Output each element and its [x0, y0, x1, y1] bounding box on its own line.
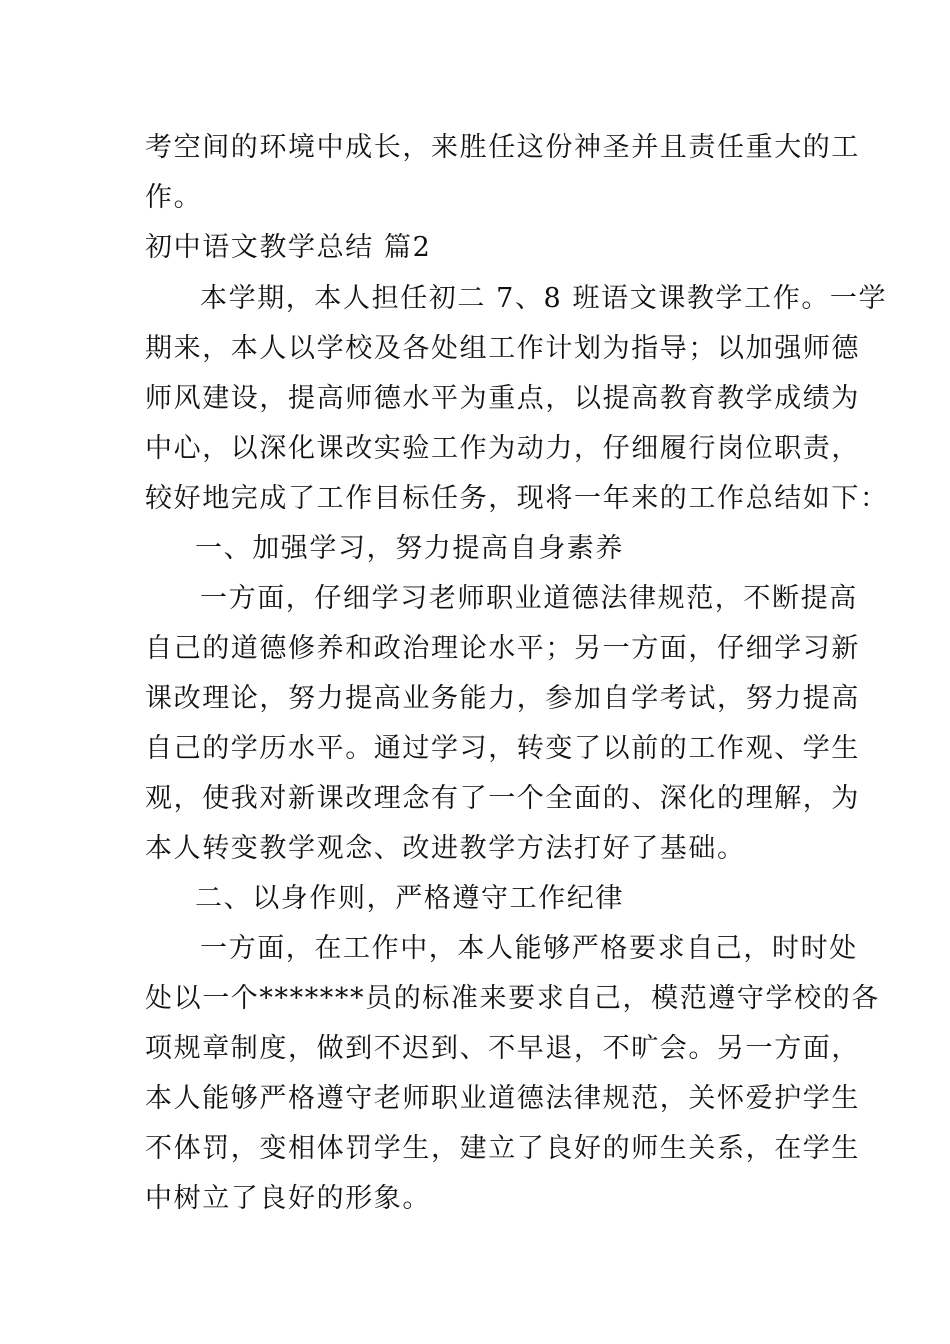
paragraph-line: 本人能够严格遵守老师职业道德法律规范，关怀爱护学生 [145, 1083, 860, 1114]
paragraph-line: 观，使我对新课改理念有了一个全面的、深化的理解，为 [145, 783, 860, 814]
paragraph-line: 项规章制度，做到不迟到、不早退，不旷会。另一方面， [145, 1033, 860, 1064]
paragraph-line: 本人转变教学观念、改进教学方法打好了基础。 [145, 833, 746, 864]
section-title: 初中语文教学总结 篇2 [145, 232, 432, 263]
paragraph-line: 不体罚，变相体罚学生，建立了良好的师生关系，在学生 [145, 1133, 860, 1164]
paragraph-line: 处以一个*******员的标准来要求自己，模范遵守学校的各 [145, 983, 880, 1014]
paragraph-line: 较好地完成了工作目标任务，现将一年来的工作总结如下： [145, 483, 889, 514]
paragraph-line: 中心，以深化课改实验工作为动力，仔细履行岗位职责， [145, 433, 860, 464]
paragraph-line: 一方面，在工作中，本人能够严格要求自己，时时处 [200, 933, 858, 964]
paragraph-line: 师风建设，提高师德水平为重点，以提高教育教学成绩为 [145, 383, 860, 414]
paragraph-line: 自己的道德修养和政治理论水平；另一方面，仔细学习新 [145, 633, 860, 664]
paragraph-line: 中树立了良好的形象。 [145, 1183, 431, 1214]
paragraph-line: 考空间的环境中成长，来胜任这份神圣并且责任重大的工 [145, 132, 860, 163]
paragraph-line: 期来，本人以学校及各处组工作计划为指导；以加强师德 [145, 333, 860, 364]
paragraph-line: 自己的学历水平。通过学习，转变了以前的工作观、学生 [145, 733, 860, 764]
subheading: 二、以身作则，严格遵守工作纪律 [195, 883, 624, 914]
subheading: 一、加强学习，努力提高自身素养 [195, 533, 624, 564]
paragraph-line: 作。 [145, 182, 203, 213]
paragraph-line: 一方面，仔细学习老师职业道德法律规范，不断提高 [200, 583, 858, 614]
paragraph-line: 课改理论，努力提高业务能力，参加自学考试，努力提高 [145, 683, 860, 714]
paragraph-line: 本学期，本人担任初二 7、8 班语文课教学工作。一学 [200, 283, 888, 314]
